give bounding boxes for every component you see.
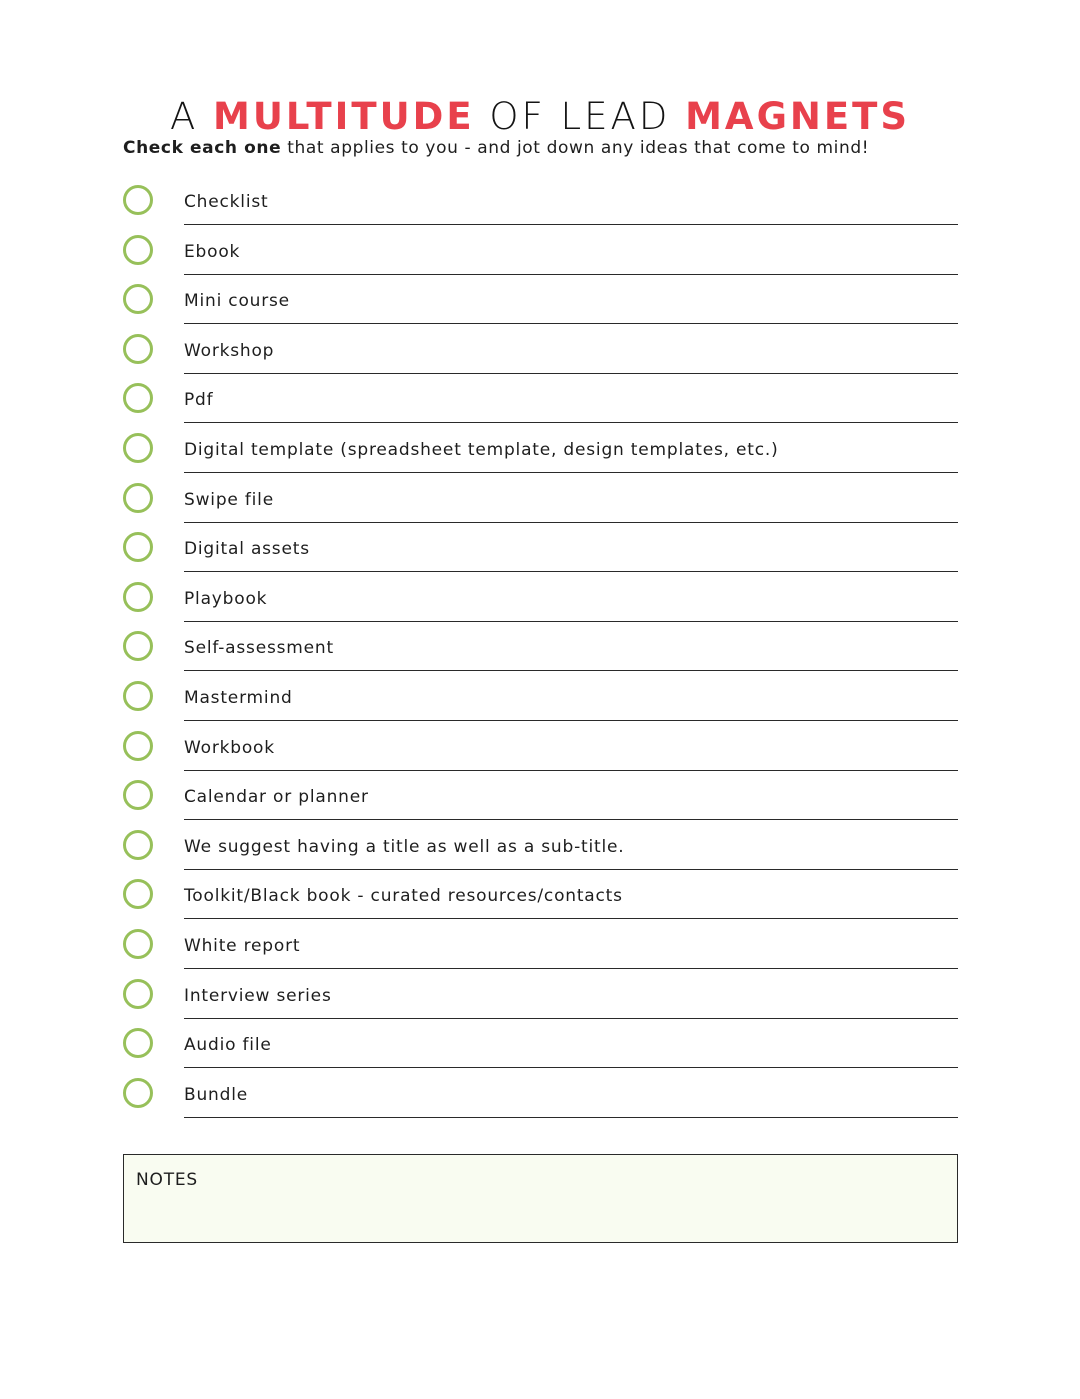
item-label: Checklist [184, 192, 269, 212]
list-item [0, 424, 1080, 474]
checkbox-circle[interactable] [123, 433, 153, 463]
item-label: Digital template (spreadsheet template, design templates, etc.) [184, 439, 779, 460]
list-item [0, 870, 1080, 920]
checkbox-circle[interactable] [123, 334, 153, 364]
list-item [0, 970, 1080, 1020]
notes-label: NOTES [136, 1170, 199, 1190]
list-item [0, 672, 1080, 722]
checkbox-circle[interactable] [123, 879, 153, 909]
checkbox-circle[interactable] [123, 483, 153, 513]
item-label: Self-assessment [184, 638, 334, 659]
checkbox-circle[interactable] [123, 631, 153, 661]
title-part-of-lead: OF LEAD [489, 94, 671, 138]
item-label: Bundle [184, 1084, 248, 1105]
checkbox-circle[interactable] [123, 185, 153, 215]
item-label: White report [184, 935, 301, 956]
list-item [0, 226, 1080, 276]
item-label: Mini course [184, 291, 290, 312]
list-item [0, 325, 1080, 375]
title-accent-multitude: MULTITUDE [213, 94, 475, 138]
item-label: Mastermind [184, 687, 293, 708]
instructions [123, 136, 869, 160]
checkbox-circle[interactable] [123, 284, 153, 314]
checkbox-circle[interactable] [123, 979, 153, 1009]
title-part-a: A [169, 94, 199, 138]
item-label: Swipe file [184, 489, 274, 510]
item-label: Workshop [184, 340, 275, 361]
item-label: Interview series [184, 985, 332, 1006]
checkbox-circle[interactable] [123, 780, 153, 810]
item-label: Pdf [184, 390, 214, 411]
list-item [0, 523, 1080, 573]
list-item [0, 573, 1080, 623]
list-item [0, 275, 1080, 325]
notes-box[interactable] [123, 1154, 958, 1243]
item-label: We suggest having a title as well as a sub-title. [184, 836, 625, 857]
list-item [0, 622, 1080, 672]
checkbox-circle[interactable] [123, 582, 153, 612]
checkbox-circle[interactable] [123, 383, 153, 413]
write-in-line [184, 1117, 958, 1118]
list-item [0, 821, 1080, 871]
item-label: Workbook [184, 737, 275, 758]
checkbox-circle[interactable] [123, 532, 153, 562]
list-item [0, 474, 1080, 524]
instructions-rest: that applies to you - and jot down any ideas that come to mind! [287, 138, 870, 158]
title-accent-magnets: MAGNETS [685, 94, 911, 138]
checkbox-circle[interactable] [123, 1078, 153, 1108]
checkbox-circle[interactable] [123, 235, 153, 265]
checkbox-circle[interactable] [123, 1028, 153, 1058]
lead-magnet-checklist [0, 176, 1080, 1118]
list-item [0, 920, 1080, 970]
item-label: Calendar or planner [184, 787, 369, 808]
list-item [0, 176, 1080, 226]
item-label: Playbook [184, 588, 268, 609]
item-label: Audio file [184, 1035, 272, 1056]
item-label: Ebook [184, 241, 241, 262]
checkbox-circle[interactable] [123, 731, 153, 761]
list-item [0, 1019, 1080, 1069]
list-item [0, 771, 1080, 821]
item-label: Toolkit/Black book - curated resources/contacts [184, 886, 623, 907]
instructions-bold: Check each one [123, 138, 282, 158]
list-item [0, 374, 1080, 424]
checkbox-circle[interactable] [123, 929, 153, 959]
checkbox-circle[interactable] [123, 681, 153, 711]
checkbox-circle[interactable] [123, 830, 153, 860]
item-label: Digital assets [184, 539, 310, 560]
list-item [0, 722, 1080, 772]
page-title [0, 95, 1080, 139]
list-item [0, 1069, 1080, 1119]
